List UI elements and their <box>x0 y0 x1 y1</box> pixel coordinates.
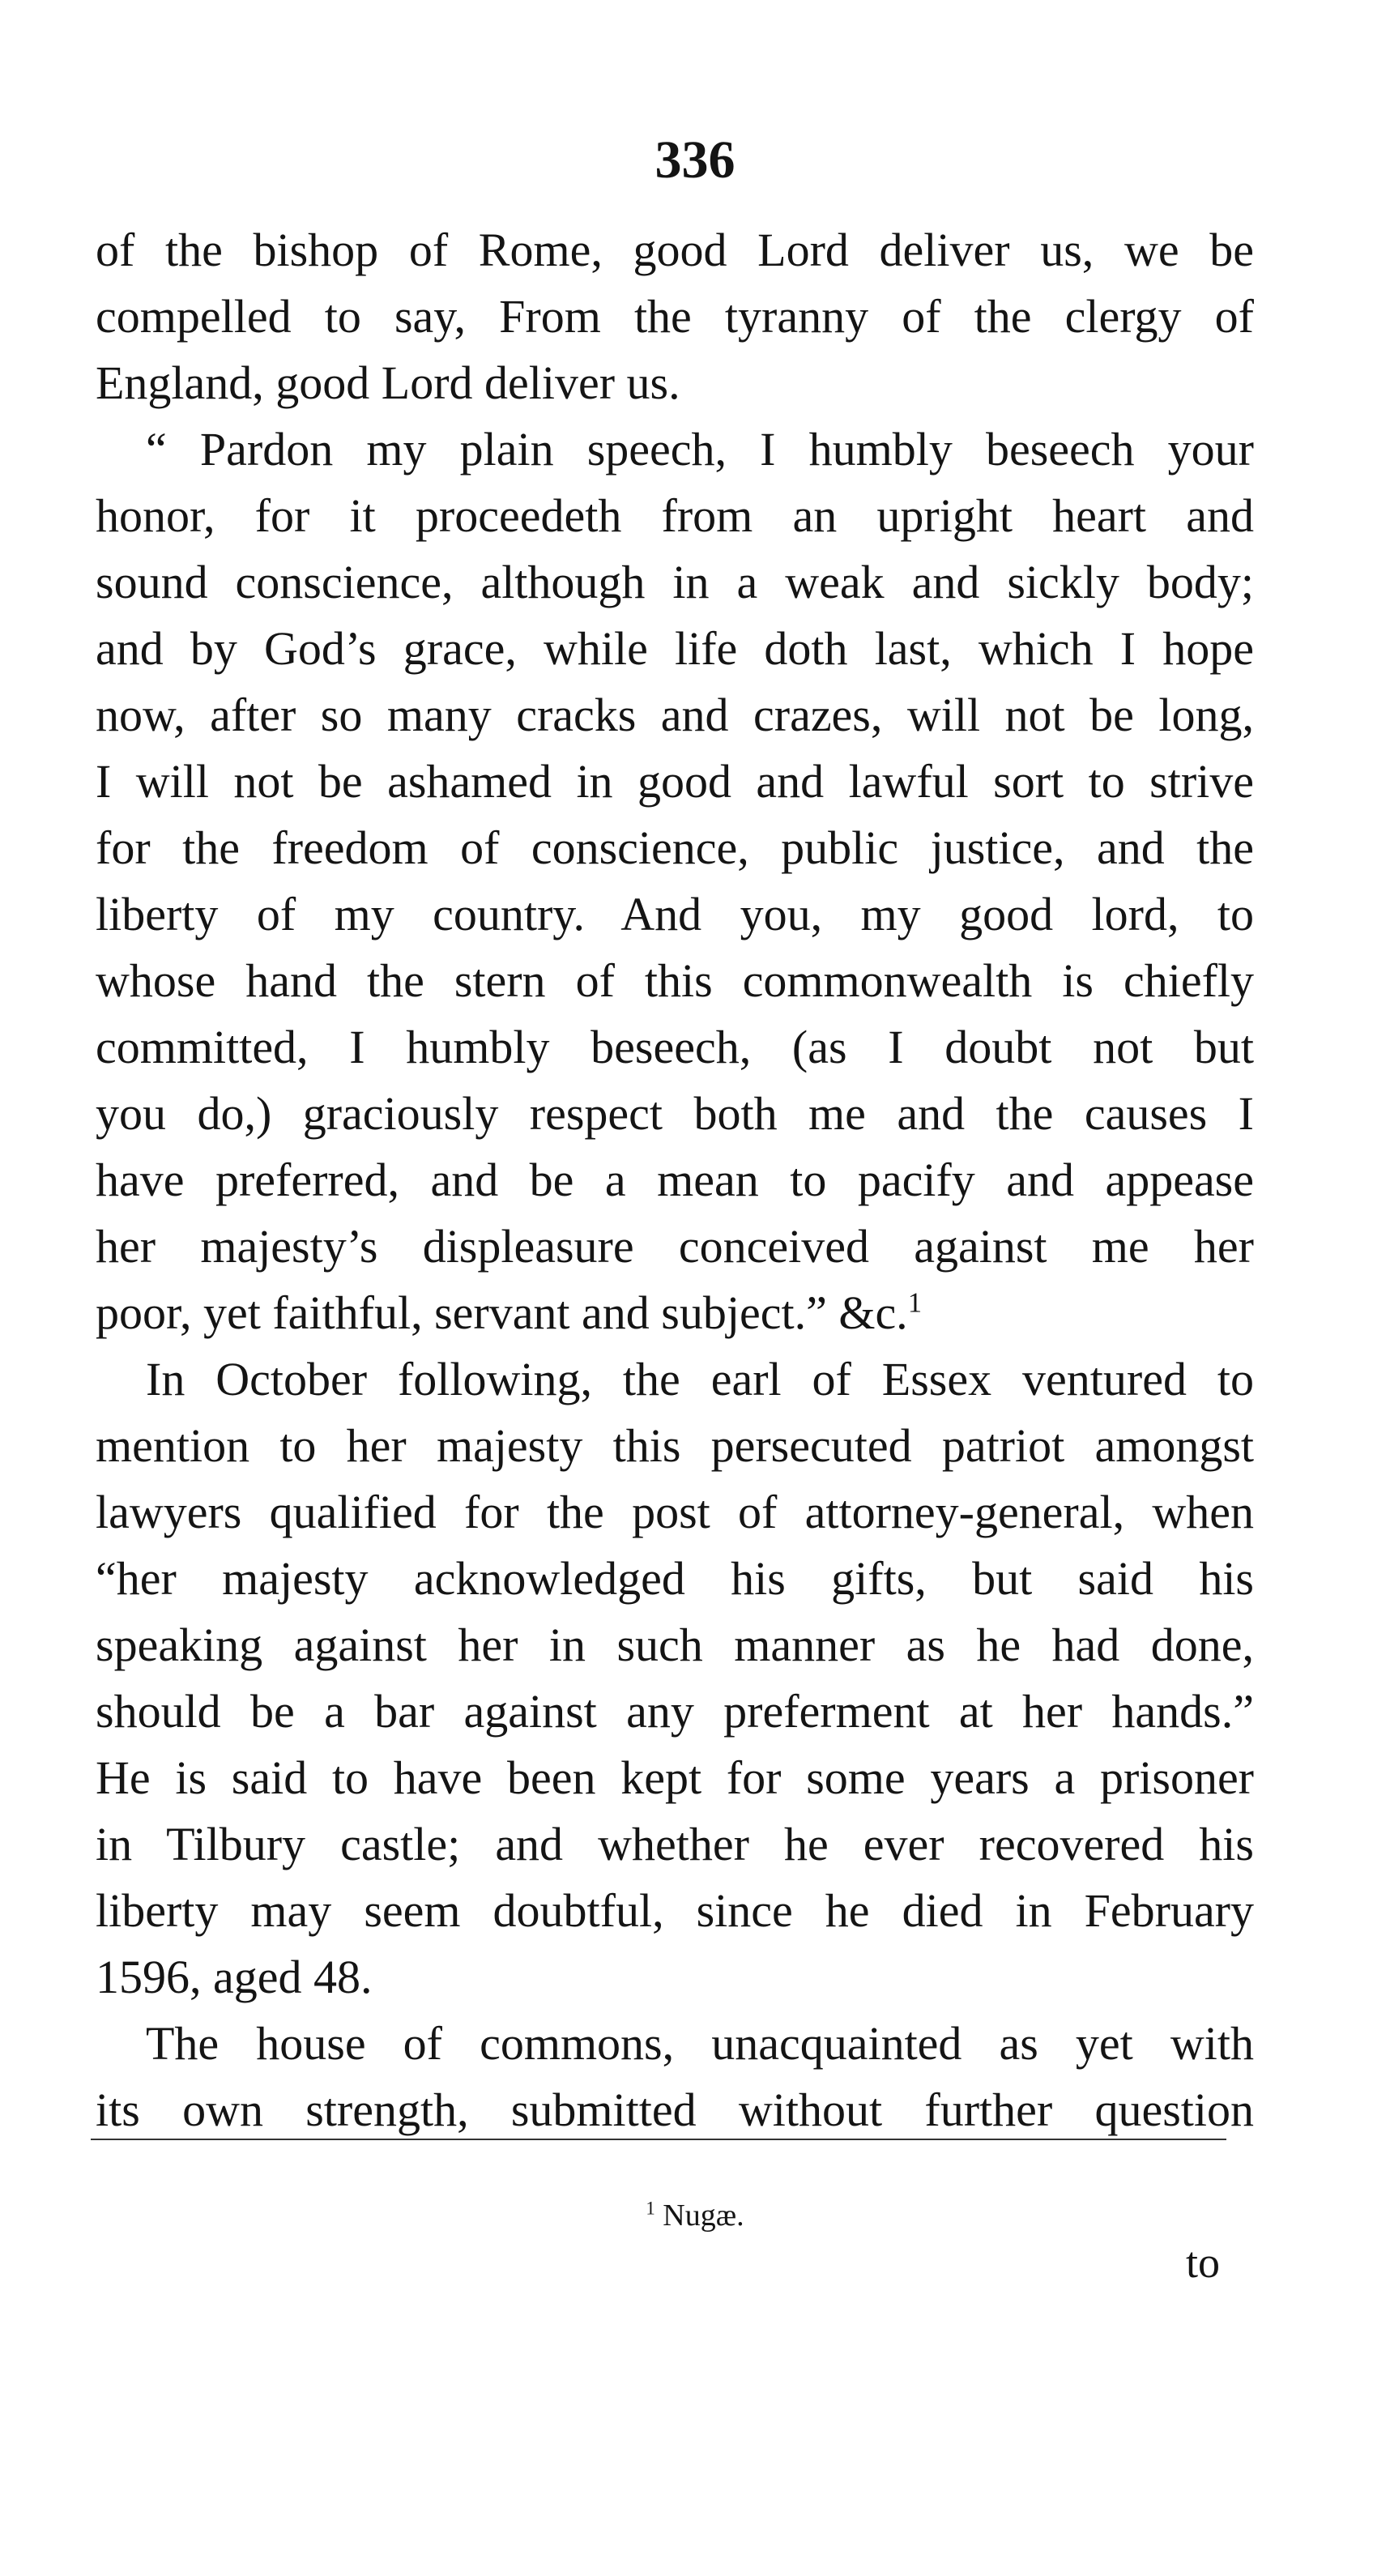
text-line: “ Pardon my plain speech, I humbly beseech your <box>146 423 1254 476</box>
text-line: I will not be ashamed in good and lawful sort to strive <box>96 755 1254 808</box>
text-line-content: poor, yet faithful, servant and subject.” &c. <box>96 1286 908 1339</box>
text-line: sound conscience, although in a weak and sickly body; <box>96 556 1254 608</box>
text-line: its own strength, submitted without further question <box>96 2083 1254 2136</box>
text-line: In October following, the earl of Essex ventured to <box>146 1353 1254 1405</box>
body-text <box>96 217 1254 2143</box>
text-line: her majesty’s displeasure conceived against me her <box>96 1220 1254 1273</box>
text-line: liberty may seem doubtful, since he died in February <box>96 1884 1254 1937</box>
catchword: to <box>1186 2238 1221 2287</box>
text-line: committed, I humbly beseech, (as I doubt not but <box>96 1021 1254 1073</box>
text-line <box>96 1280 1254 1346</box>
text-line: The house of commons, unacquainted as yet with <box>146 2017 1254 2070</box>
text-line: you do,) graciously respect both me and the causes I <box>96 1087 1254 1140</box>
paragraph <box>96 1346 1254 2011</box>
text-line: 1596, aged 48. <box>96 1951 373 2003</box>
footnote-reference: 1 <box>907 1286 923 1319</box>
text-line: speaking against her in such manner as he had done, <box>96 1619 1254 1671</box>
paragraph <box>96 2011 1254 2143</box>
paragraph <box>96 416 1254 1346</box>
page-number: 336 <box>654 130 736 190</box>
text-line: should be a bar against any preferment at her hands.” <box>96 1685 1254 1738</box>
text-line: mention to her majesty this persecuted patriot amongst <box>96 1419 1254 1472</box>
text-line: liberty of my country. And you, my good lord, to <box>96 888 1254 940</box>
text-line: and by God’s grace, while life doth last, which I hope <box>96 622 1254 675</box>
text-line: England, good Lord deliver us. <box>96 356 680 409</box>
text-line: have preferred, and be a mean to pacify and appease <box>96 1154 1254 1206</box>
text-line: lawyers qualified for the post of attorney-general, when <box>96 1486 1254 1538</box>
text-line: for the freedom of conscience, public justice, and the <box>96 821 1254 874</box>
text-line: in Tilbury castle; and whether he ever recovered his <box>96 1818 1254 1870</box>
text-line: whose hand the stern of this commonwealth is chiefly <box>96 954 1254 1007</box>
footnote-text: Nugæ. <box>663 2199 744 2233</box>
paragraph <box>96 217 1254 416</box>
text-line: honor, for it proceedeth from an upright heart and <box>96 489 1254 542</box>
text-line: of the bishop of Rome, good Lord deliver us, we be <box>96 224 1254 276</box>
text-line: now, after so many cracks and crazes, will not be long, <box>96 689 1254 741</box>
footnote <box>0 2195 1390 2236</box>
footnote-divider <box>91 2139 1226 2140</box>
text-line: He is said to have been kept for some years a prisoner <box>96 1751 1254 1804</box>
text-line: “her majesty acknowledged his gifts, but said his <box>96 1552 1254 1605</box>
footnote-marker: 1 <box>646 2198 655 2219</box>
text-line: compelled to say, From the tyranny of the clergy of <box>96 290 1254 343</box>
